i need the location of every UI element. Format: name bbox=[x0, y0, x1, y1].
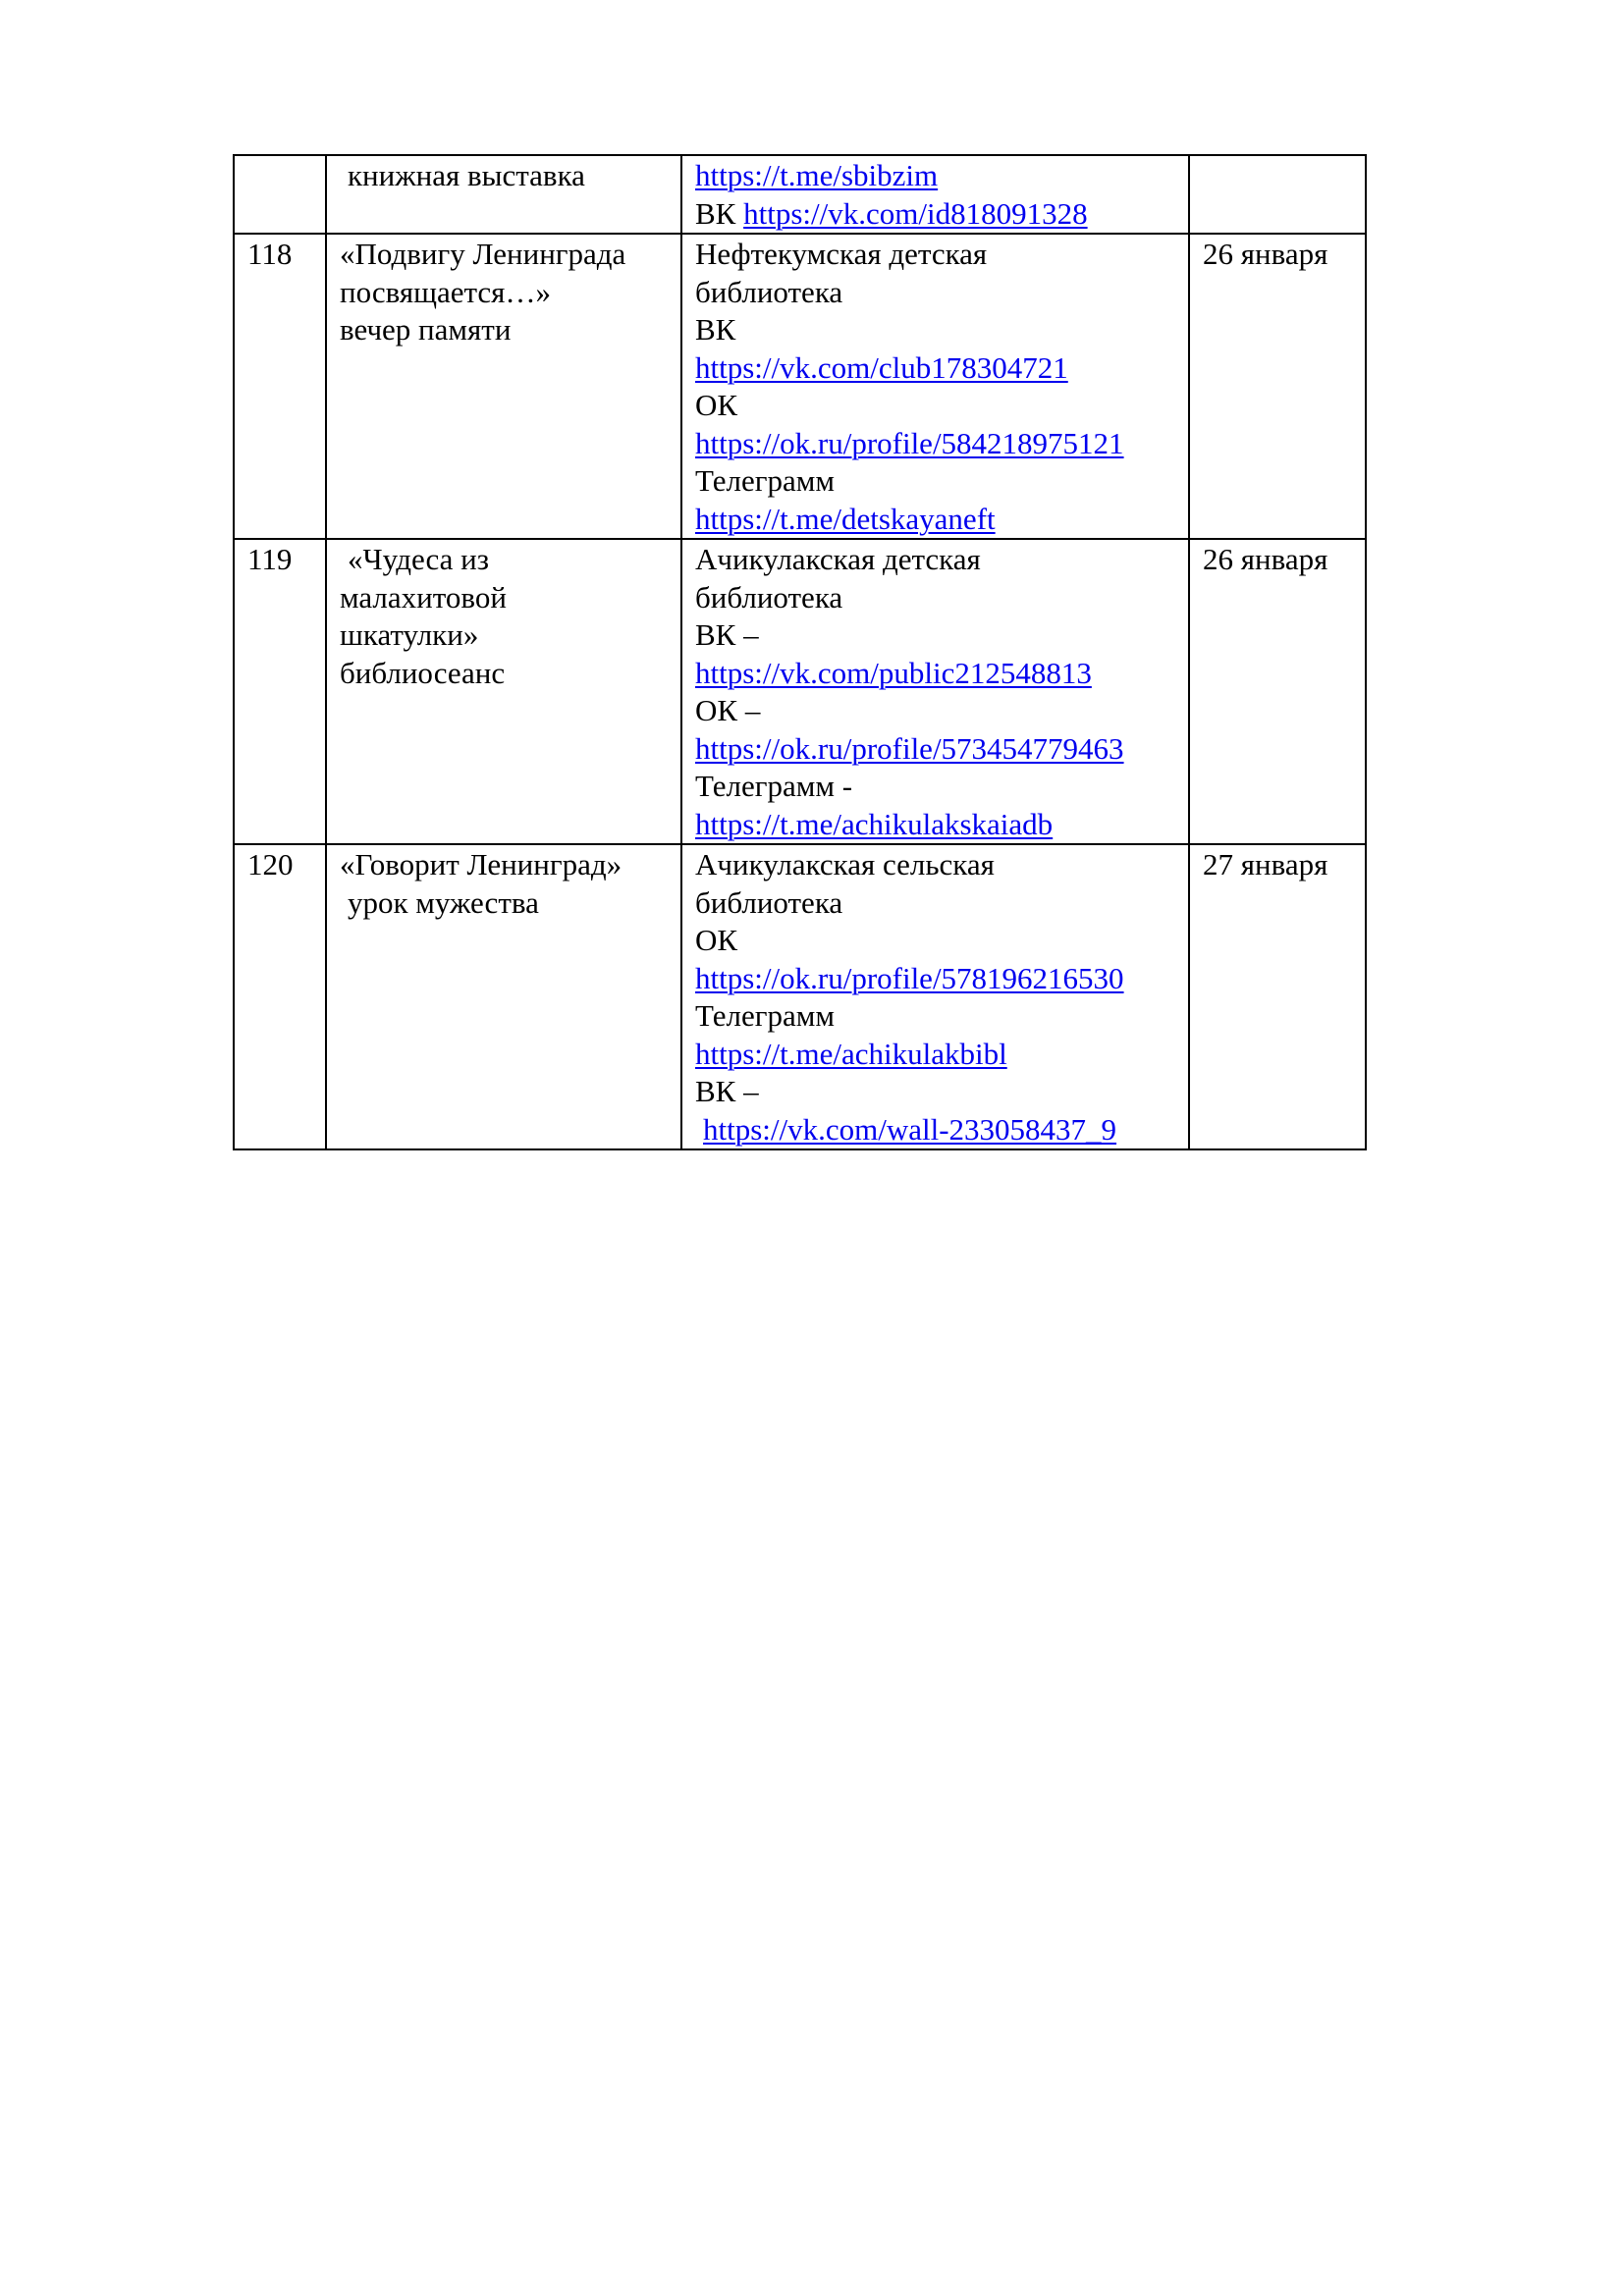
table-row bbox=[234, 155, 1366, 234]
telegram-link[interactable]: https://t.me/sbibzim bbox=[695, 158, 939, 192]
telegram-label: Телеграмм bbox=[695, 998, 835, 1033]
event-number bbox=[234, 155, 326, 234]
table-row bbox=[234, 844, 1366, 1149]
event-number: 120 bbox=[234, 844, 326, 1149]
event-type: библиосеанс bbox=[340, 655, 506, 690]
event-venue bbox=[681, 539, 1189, 844]
event-title-line: шкатулки» bbox=[340, 617, 479, 652]
event-date: 26 января bbox=[1189, 234, 1366, 539]
vk-label: ВК bbox=[695, 195, 744, 231]
event-title-line: посвящается…» bbox=[340, 274, 551, 309]
venue-name-line: Ачикулакская сельская bbox=[695, 847, 995, 881]
telegram-label: Телеграмм bbox=[695, 463, 835, 498]
event-title-line: малахитовой bbox=[340, 579, 507, 614]
ok-label: ОК bbox=[695, 388, 738, 422]
event-number: 118 bbox=[234, 234, 326, 539]
ok-link[interactable]: https://ok.ru/profile/584218975121 bbox=[695, 425, 1124, 460]
telegram-link[interactable]: https://t.me/achikulakskaiadb bbox=[695, 806, 1054, 841]
event-date bbox=[1189, 155, 1366, 234]
table-row bbox=[234, 234, 1366, 539]
venue-name-line: Нефтекумская детская bbox=[695, 237, 988, 271]
event-title-line: «Чудеса из bbox=[348, 542, 489, 576]
event-venue bbox=[681, 155, 1189, 234]
venue-name-line: Ачикулакская детская bbox=[695, 542, 981, 576]
ok-label: ОК – bbox=[695, 693, 761, 727]
event-title bbox=[326, 844, 681, 1149]
vk-label: ВК – bbox=[695, 1074, 759, 1108]
event-type: урок мужества bbox=[348, 884, 539, 920]
telegram-link[interactable]: https://t.me/detskayaneft bbox=[695, 501, 996, 536]
venue-name-line: библиотека bbox=[695, 579, 843, 614]
event-title-line: «Подвигу Ленинграда bbox=[340, 237, 626, 271]
ok-link[interactable]: https://ok.ru/profile/578196216530 bbox=[695, 960, 1124, 995]
event-number: 119 bbox=[234, 539, 326, 844]
ok-label: ОК bbox=[695, 923, 738, 957]
event-title bbox=[326, 155, 681, 234]
event-venue bbox=[681, 844, 1189, 1149]
vk-label: ВК bbox=[695, 312, 736, 347]
event-title-line: книжная выставка bbox=[348, 158, 585, 192]
event-date: 27 января bbox=[1189, 844, 1366, 1149]
event-type: вечер памяти bbox=[340, 312, 512, 347]
event-venue bbox=[681, 234, 1189, 539]
event-title bbox=[326, 234, 681, 539]
table-row bbox=[234, 539, 1366, 844]
event-date: 26 января bbox=[1189, 539, 1366, 844]
vk-link[interactable]: https://vk.com/id818091328 bbox=[743, 195, 1088, 231]
venue-name-line: библиотека bbox=[695, 274, 843, 309]
events-table bbox=[233, 154, 1367, 1150]
event-title bbox=[326, 539, 681, 844]
vk-link[interactable]: https://vk.com/public212548813 bbox=[695, 655, 1092, 690]
event-title-line: «Говорит Ленинград» bbox=[340, 847, 623, 881]
vk-link[interactable]: https://vk.com/club178304721 bbox=[695, 349, 1068, 385]
vk-link[interactable]: https://vk.com/wall-233058437_9 bbox=[703, 1111, 1117, 1147]
ok-link[interactable]: https://ok.ru/profile/573454779463 bbox=[695, 730, 1124, 766]
venue-name-line: библиотека bbox=[695, 884, 843, 920]
telegram-label: Телеграмм - bbox=[695, 769, 853, 803]
vk-label: ВК – bbox=[695, 617, 759, 652]
telegram-link[interactable]: https://t.me/achikulakbibl bbox=[695, 1036, 1007, 1071]
